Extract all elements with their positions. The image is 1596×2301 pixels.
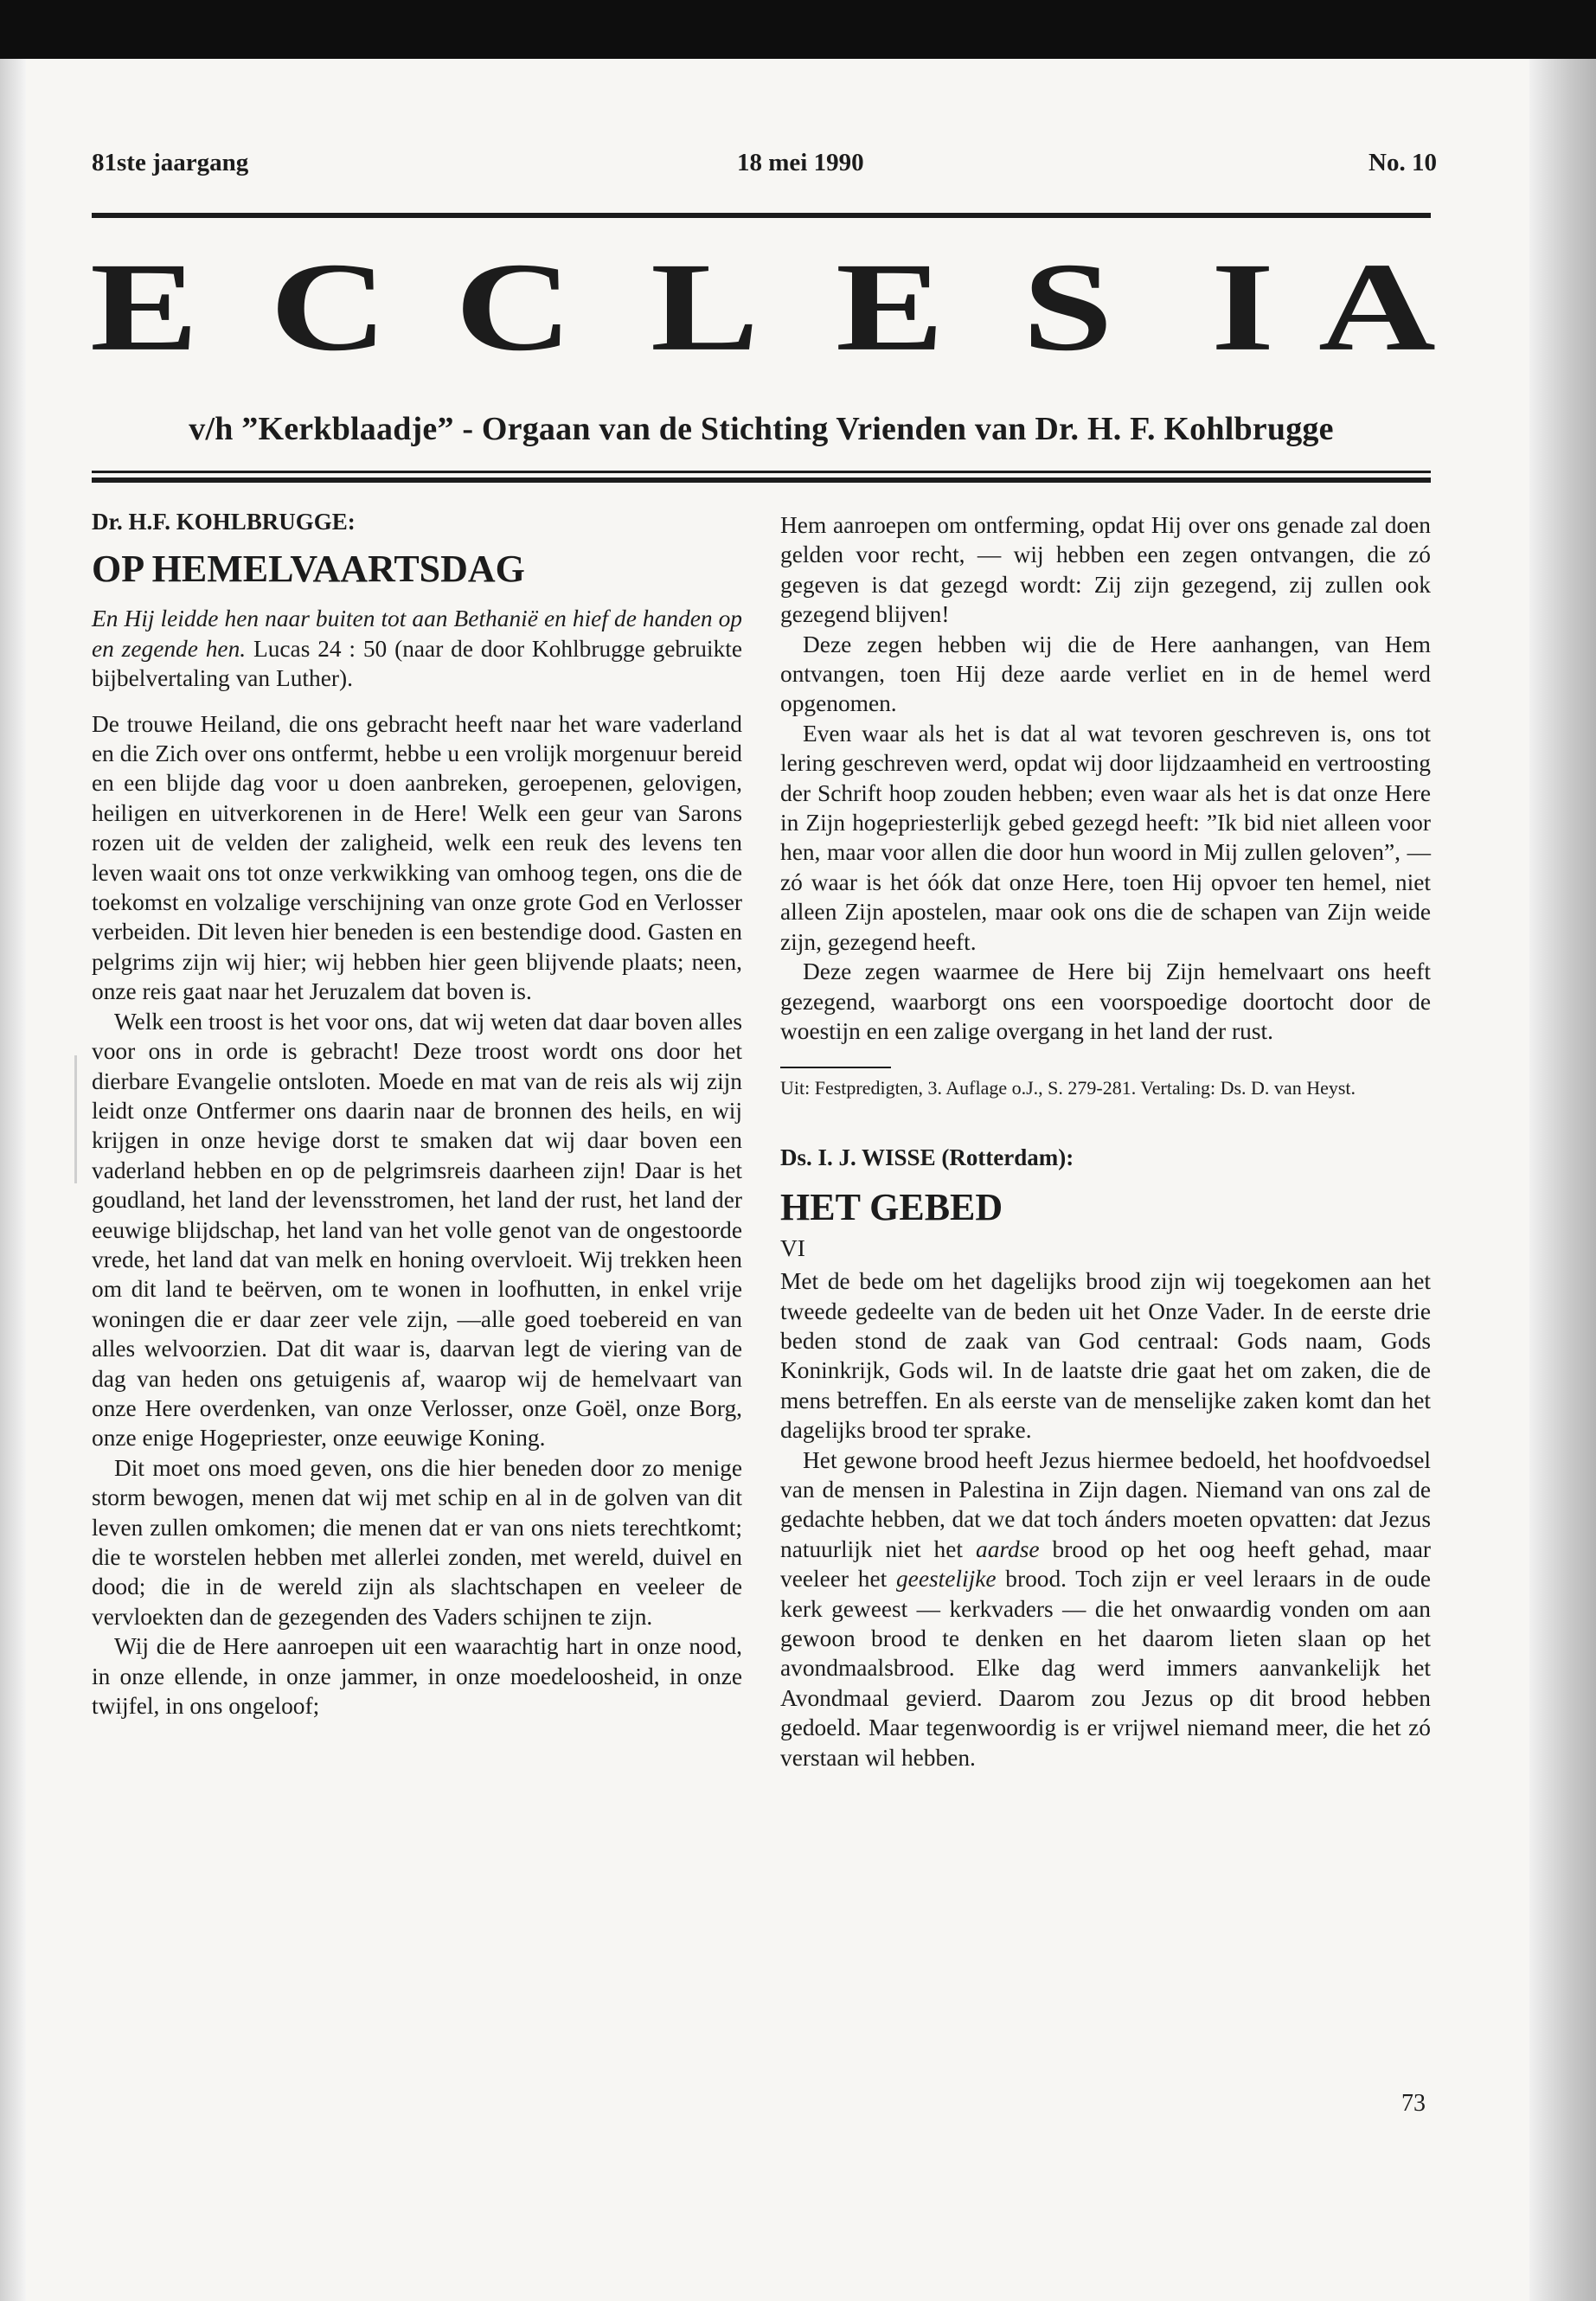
- article1-paragraph: Even waar als het is dat al wat tevoren geschreven is, ons tot lering geschreven werd, opdat wij door lijdzaamheid en vertroosting der Schrift hoop zouden hebben; even waar als het is dat onze Here in Zijn hogepriesterlijk gebed gezegd heeft: ”Ik bid niet alleen voor hen, maar voor allen die door hun woord in Mij zullen geloven”, — zó waar is het óók dat onze Here, toen Hij opvoer ten hemel, niet alleen Zijn apostelen, maar ook ons die de schapen van Zijn weide zijn, gezegend heeft.: [780, 720, 1431, 955]
- source-rule: [780, 1067, 891, 1068]
- margin-mark: [74, 1055, 77, 1183]
- epigraph-reference: Lucas 24 : 50 (naar de door Kohlbrugge gebruikte bijbelvertaling van Luther).: [92, 635, 742, 692]
- subtitle-rule-1: [92, 471, 1431, 473]
- article1-epigraph: [92, 604, 742, 693]
- article2-author: Ds. I. J. WISSE (Rotterdam):: [780, 1144, 1074, 1171]
- article2-title: HET GEBED: [780, 1185, 1003, 1228]
- header-rule-top: [92, 213, 1431, 218]
- article1-paragraph: Wij die de Here aanroepen uit een waarachtig hart in onze nood, in onze ellende, in onze jammer, in onze moedeloosheid, in onze twijfel, in ons ongeloof;: [92, 1633, 742, 1720]
- article2-part: VI: [780, 1234, 805, 1261]
- article1-source: Uit: Festpredigten, 3. Auflage o.J., S. 279-281. Vertaling: Ds. D. van Heyst.: [780, 1077, 1356, 1099]
- article2-paragraph: Met de bede om het dagelijks brood zijn wij toegekomen aan het tweede gedeelte van de beden uit het Onze Vader. In de eerste drie beden stond de zaak van God centraal: Gods naam, Gods Koninkrijk, Gods wil. In de laatste drie gaat het om zaken, die de mens betreffen. En als eerste van de menselijke zaken komt dan het dagelijks brood ter sprake.: [780, 1268, 1431, 1444]
- epigraph-quote: En Hij leidde hen naar buiten tot aan Bethanië en hief de handen op en zegende hen.: [92, 606, 742, 662]
- article2-paragraph: [780, 1445, 1431, 1772]
- article1-paragraph: Dit moet ons moed geven, ons die hier beneden door zo menige storm bewogen, menen dat wij met schip en al in de golven van dit leven zullen omkomen; die menen dat er van ons niets terechtkomt; die te worstelen hebben met allerlei zonden, met wereld, duivel en dood; die in de wereld zijn als slachtschapen en veeleer de vervloekten dan de gezegenden des Vaders schijnen te zijn.: [92, 1454, 742, 1630]
- scan-border-left: [0, 59, 26, 2301]
- text-run: Het gewone brood heeft Jezus hiermee bedoeld, het hoofdvoedsel van de mensen in Palestina in Zijn dagen. Niemand van ons zal de gedachte hebben, dat we dat toch ánders moeten opvatten: dat Jezus natuurlijk niet het: [780, 1446, 1431, 1562]
- text-run: brood. Toch zijn er veel leraars in de oude kerk geweest — kerkvaders — die het onwaardig vonden om aan gewoon brood te denken en het daarom lieten slaan op het avondmaalsbrood. Elke dag werd immers aanvankelijk het Avondmaal gevierd. Daarom zou Jezus op dit brood hebben gedoeld. Maar tegenwoordig is er vrijwel niemand meer, die het zó verstaan wil hebben.: [780, 1566, 1432, 1771]
- subtitle-rule-2: [92, 478, 1431, 483]
- masthead-letter: E: [90, 235, 199, 377]
- masthead-letter: L: [651, 235, 760, 377]
- masthead-letter: C: [455, 235, 573, 377]
- article1-paragraph: Hem aanroepen om ontferming, opdat Hij over ons genade zal doen gelden voor recht, — wij hebben een zegen ontvangen, die zó gegeven is dat gezegd wordt: Zij zijn gezegend, zij zullen ook gezegend blijven!: [780, 512, 1431, 628]
- article1-paragraph: Deze zegen waarmee de Here bij Zijn hemelvaart ons heeft gezegend, waarborgt ons een voorspoedige doortocht door de woestijn en een zalige overgang in het land der rust.: [780, 958, 1431, 1044]
- page-number: 73: [1401, 2090, 1426, 2117]
- masthead-letter: S: [1022, 235, 1113, 377]
- article1-paragraph: Welk een troost is het voor ons, dat wij weten dat daar boven alles voor ons in orde is gebracht! Deze troost wordt ons door het dierbare Evangelie ontsloten. Moede en mat van de reis als wij zijn leidt onze Ontfermer ons daarin naar de bronnen des heils, en wij krijgen in onze hevige dorst te smaken dat wij daar boven een vaderland hebben en op de pelgrimsreis daarheen zijn! Daar is het goudland, het land der levensstromen, het land der rust, het land der eeuwige blijdschap, het land van het volle genot van de ongestoorde vrede, het land dat van melk en honing overvloeit. Wij trekken heen om dit land te beërven, om te wonen in loofhutten, in enkel vrije woningen die er daar zeer vele zijn, —alle goed toebereid en van alles welvoorzien. Dat dit waar is, daarvan legt de viering van de dag van heden ons getuigenis af, waarop wij de hemelvaart van onze Here overdenken, van onze Verlosser, onze Goël, onze Borg, onze enige Hogepriester, onze eeuwige Koning.: [92, 1008, 742, 1452]
- emphasis: aardse: [976, 1535, 1040, 1562]
- volume-label: 81ste jaargang: [92, 149, 249, 176]
- masthead-letter: I: [1211, 235, 1275, 377]
- masthead-letter: C: [270, 235, 388, 377]
- right-column: [780, 510, 1431, 1772]
- masthead-letter: A: [1318, 235, 1436, 377]
- masthead-letter: E: [836, 235, 945, 377]
- masthead-subtitle: v/h ”Kerkblaadje” - Orgaan van de Stichting Vrienden van Dr. H. F. Kohlbrugge: [189, 411, 1334, 447]
- issue-date: 18 mei 1990: [737, 149, 864, 176]
- article1-paragraph: De trouwe Heiland, die ons gebracht heeft naar het ware vaderland en die Zich over ons ontfermt, hebbe u een vrolijk morgenuur bereid en een blijde dag voor u doen aanbreken, geroepenen, gelovigen, heiligen en uitverkorenen in de Here! Welk een geur van Sarons rozen uit de velden der zaligheid, welk een reuk des levens ten leven waait ons tot onze verkwikking van omhoog tegen, ons die de toekomst en volzalige verschijning van onze grote God en Verlosser verbeiden. Dit leven hier beneden is een bestendige dood. Gasten en pelgrims zijn wij hier; wij hebben hier geen blijvende plaats; neen, onze reis gaat naar het Jeruzalem dat boven is.: [92, 710, 742, 1005]
- issue-number: No. 10: [1368, 149, 1437, 176]
- article1-paragraph: Deze zegen hebben wij die de Here aanhangen, van Hem ontvangen, toen Hij deze aarde verliet en in de hemel werd opgenomen.: [780, 631, 1431, 717]
- article1-title: OP HEMELVAARTSDAG: [92, 548, 525, 591]
- left-column: [92, 507, 742, 1721]
- scan-border-right: [1529, 59, 1596, 2301]
- masthead-title: [90, 230, 1436, 377]
- emphasis: geestelijke: [895, 1566, 997, 1593]
- text-run: brood op het oog heeft gehad, maar veeleer het: [780, 1535, 1432, 1593]
- article1-author: Dr. H.F. KOHLBRUGGE:: [92, 509, 356, 535]
- scan-border-top: [0, 0, 1596, 59]
